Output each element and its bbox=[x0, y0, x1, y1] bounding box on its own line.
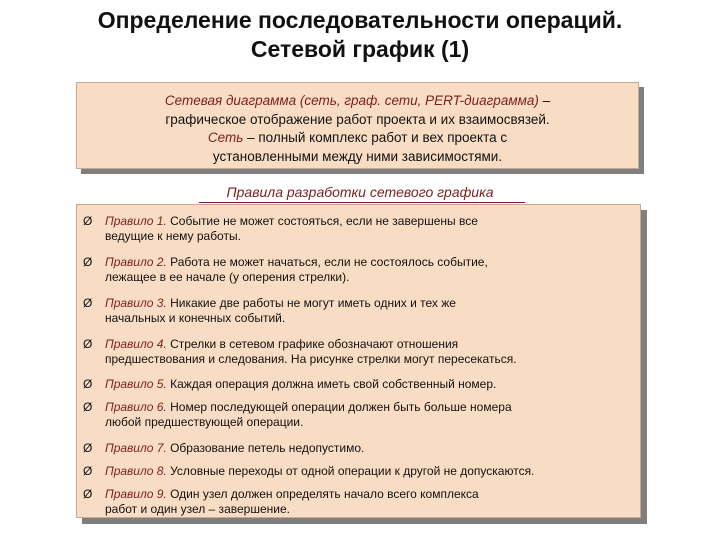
rule-label: Правило 3. bbox=[105, 296, 167, 310]
rule-line1 bbox=[105, 400, 610, 415]
arrow-bullet-icon: Ø bbox=[83, 400, 93, 414]
rule-label: Правило 1. bbox=[105, 214, 167, 228]
rule-label: Правило 2. bbox=[105, 255, 167, 269]
rule-line1-text: Номер последующей операции должен быть больше номера bbox=[166, 400, 512, 414]
rule-line2: предшествования и следования. На рисунке стрелки могут пересекаться. bbox=[105, 352, 517, 366]
rule-text bbox=[105, 441, 610, 456]
rule-text bbox=[105, 377, 610, 392]
rule-line1-text: Работа не может начаться, если не состоялось событие, bbox=[166, 255, 488, 269]
definition-line3 bbox=[77, 129, 638, 148]
rule-label: Правило 6. bbox=[105, 400, 167, 414]
rule-text bbox=[105, 214, 610, 244]
arrow-bullet-icon: Ø bbox=[83, 487, 93, 501]
rule-line1-text: Событие не может состояться, если не завершены все bbox=[166, 214, 478, 228]
rule-line1-text: Никакие две работы не могут иметь одних и тех же bbox=[166, 296, 456, 310]
rule-line2: лежащее в ее начале (у оперения стрелки). bbox=[105, 270, 350, 284]
definition-line4: установленными между ними зависимостями. bbox=[212, 148, 503, 164]
arrow-bullet-icon: Ø bbox=[83, 464, 93, 478]
rule-label: Правило 7. bbox=[105, 441, 167, 455]
rule-line2: любой предшествующей операции. bbox=[105, 415, 304, 429]
rule-line1 bbox=[105, 487, 610, 502]
rule-text bbox=[105, 296, 610, 326]
arrow-bullet-icon: Ø bbox=[83, 255, 93, 269]
rules-heading-underline bbox=[199, 202, 525, 203]
arrow-bullet-icon: Ø bbox=[83, 377, 93, 391]
page-title-line1: Определение последовательности операций. bbox=[97, 7, 623, 33]
arrow-bullet-icon: Ø bbox=[83, 337, 93, 351]
arrow-bullet-icon: Ø bbox=[83, 441, 93, 455]
rule-line1-text: Стрелки в сетевом графике обозначают отношения bbox=[166, 337, 459, 351]
definition-line1-rest: – bbox=[538, 93, 551, 108]
rule-line2: ведущие к нему работы. bbox=[105, 229, 241, 243]
rule-line2: начальных и конечных событий. bbox=[105, 311, 286, 325]
rule-line1 bbox=[105, 377, 610, 392]
definition-line2: графическое отображение работ проекта и их взаимосвязей. bbox=[165, 111, 550, 127]
rule-text bbox=[105, 400, 610, 430]
page-title-line2: Сетевой график (1) bbox=[250, 36, 470, 62]
arrow-bullet-icon: Ø bbox=[83, 296, 93, 310]
definition-line1 bbox=[77, 92, 638, 111]
definition-term-network-diagram: Сетевая диаграмма (сеть, граф. сети, PERT-диаграмма) bbox=[164, 93, 539, 108]
definition-box bbox=[76, 82, 639, 169]
rule-line1-text: Условные переходы от одной операции к другой не допускаются. bbox=[166, 464, 535, 478]
rule-label: Правило 5. bbox=[105, 377, 167, 391]
rule-text bbox=[105, 487, 610, 517]
rule-line1 bbox=[105, 255, 610, 270]
rule-line2: работ и один узел – завершение. bbox=[105, 502, 290, 516]
rule-line1-text: Каждая операция должна иметь свой собственный номер. bbox=[166, 377, 497, 391]
rule-line1 bbox=[105, 296, 610, 311]
rule-line1-text: Образование петель недопустимо. bbox=[166, 441, 365, 455]
rule-line1 bbox=[105, 464, 610, 479]
arrow-bullet-icon: Ø bbox=[83, 214, 93, 228]
rule-text bbox=[105, 255, 610, 285]
definition-term-network: Сеть bbox=[207, 130, 244, 145]
definition-line3-rest: – полный комплекс работ и вех проекта с bbox=[243, 130, 508, 145]
rules-heading: Правила разработки сетевого графика bbox=[226, 184, 494, 200]
rule-line1-text: Один узел должен определять начало всего комплекса bbox=[166, 487, 479, 501]
rule-text bbox=[105, 337, 610, 367]
rule-line1 bbox=[105, 441, 610, 456]
rule-label: Правило 9. bbox=[105, 487, 167, 501]
rule-label: Правило 4. bbox=[105, 337, 167, 351]
page-title bbox=[0, 6, 720, 64]
rule-label: Правило 8. bbox=[105, 464, 167, 478]
rule-text bbox=[105, 464, 610, 479]
rule-line1 bbox=[105, 337, 610, 352]
rule-line1 bbox=[105, 214, 610, 229]
